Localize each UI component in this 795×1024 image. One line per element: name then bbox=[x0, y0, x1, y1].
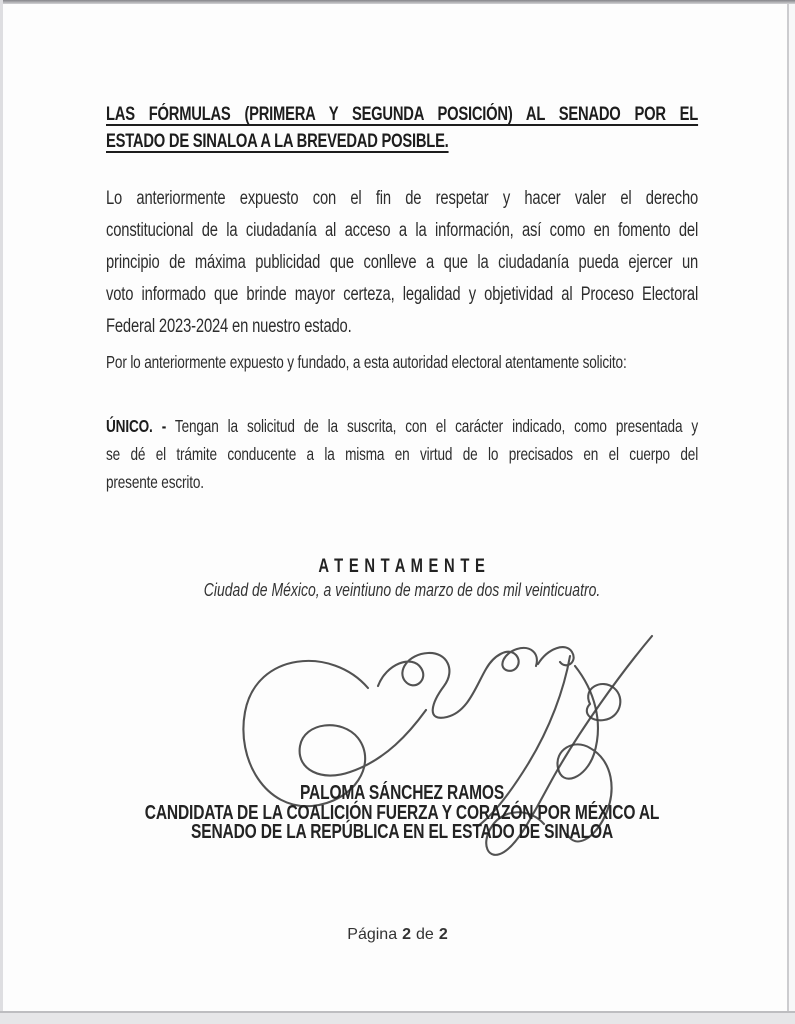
scan-edge-left bbox=[0, 0, 3, 1024]
heading-line-2: ESTADO DE SINALOA A LA BREVEDAD POSIBLE. bbox=[106, 131, 449, 152]
footer-separator: de bbox=[416, 926, 434, 943]
petition-paragraph bbox=[106, 412, 698, 496]
signatory-title-line-1: CANDIDATA DE LA COALICIÓN FUERZA Y CORAZÓN POR MÉXICO AL bbox=[144, 801, 660, 824]
paragraph-line: voto informado que brinde mayor certeza, legalidad y objetividad al Proceso Electoral bbox=[106, 284, 699, 305]
body-paragraph-2: Por lo anteriormente expuesto y fundado, a esta autoridad electoral atentamente solicito: bbox=[106, 352, 627, 372]
paragraph-line: constitucional de la ciudadanía al acceso a la información, así como en fomento del bbox=[106, 220, 699, 241]
footer-current-page: 2 bbox=[402, 926, 412, 943]
petition-label: ÚNICO. - bbox=[106, 416, 167, 436]
petition-line-3: presente escrito. bbox=[106, 472, 204, 492]
signatory-block bbox=[106, 784, 698, 843]
paragraph-line: Lo anteriormente expuesto con el fin de respetar y hacer valer el derecho bbox=[106, 188, 699, 209]
scan-edge-bottom bbox=[0, 1011, 795, 1024]
footer-prefix: Página bbox=[347, 926, 398, 943]
paragraph-line: Federal 2023-2024 en nuestro estado. bbox=[106, 316, 352, 337]
body-paragraph-1 bbox=[106, 183, 698, 343]
scan-edge-top bbox=[0, 0, 795, 4]
signatory-title-line-2: SENADO DE LA REPÚBLICA EN EL ESTADO DE SINALOA bbox=[191, 821, 614, 843]
closing-dateline: Ciudad de México, a veintiuno de marzo de dos mil veinticuatro. bbox=[203, 580, 601, 600]
scan-edge-right-outer bbox=[789, 4, 795, 1024]
scan-edge-right bbox=[787, 4, 789, 1013]
heading-line-1: LAS FÓRMULAS (PRIMERA Y SEGUNDA POSICIÓN) AL SENADO POR EL bbox=[106, 104, 699, 125]
petition-line-1-text: Tengan la solicitud de la suscrita, con el carácter indicado, como presentada y bbox=[174, 416, 699, 436]
closing-salutation: A T E N T A M E N T E bbox=[318, 556, 486, 577]
petition-line-1 bbox=[106, 412, 698, 440]
petition-line-2: se dé el trámite conducente a la misma en virtud de lo precisados en el cuerpo del bbox=[106, 444, 699, 464]
page-number-footer bbox=[0, 926, 795, 944]
footer-total-pages: 2 bbox=[438, 926, 448, 943]
letter-heading bbox=[106, 101, 698, 155]
signatory-name: PALOMA SÁNCHEZ RAMOS bbox=[299, 782, 505, 804]
paragraph-line: principio de máxima publicidad que conlleve a que la ciudadanía pueda ejercer un bbox=[106, 252, 699, 273]
